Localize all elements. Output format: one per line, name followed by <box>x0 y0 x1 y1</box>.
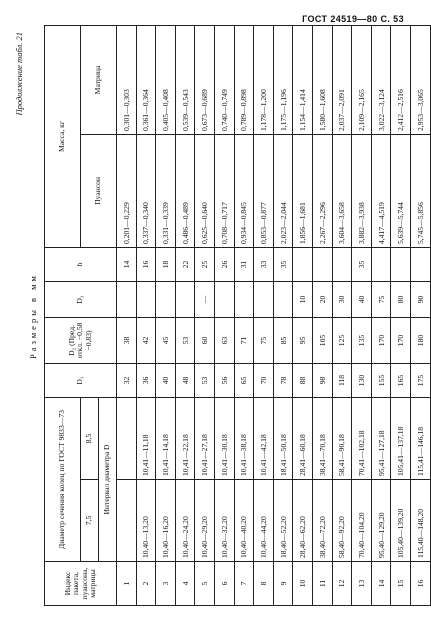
cell-d3 <box>214 281 234 317</box>
dimensions-caption: Размеры в мм <box>28 273 38 359</box>
cell-h <box>332 247 352 281</box>
cell-matrix-mass: 0,301—0,303 <box>117 25 137 134</box>
cell-interval-75: 10,40—32,20 <box>214 480 234 562</box>
cell-h: 35 <box>273 247 293 281</box>
cell-matrix-mass: 1,154—1,414 <box>293 25 313 134</box>
cell-matrix-mass: 0,673—0,689 <box>195 25 215 134</box>
col-ring-group: Диаметр сечения колец по ГОСТ 9833—73 <box>45 397 81 561</box>
cell-matrix-mass: 3,022—3,124 <box>371 25 391 134</box>
cell-d3: 90 <box>410 281 430 317</box>
cell-index: 7 <box>234 562 254 606</box>
cell-punch-mass: 0,708—0,717 <box>214 134 234 247</box>
cell-punch-mass: 0,337—0,340 <box>136 134 156 247</box>
cell-interval-85: 115,41—146,18 <box>410 397 430 479</box>
cell-d2: 85 <box>273 317 293 363</box>
cell-interval-85: 28,41—60,18 <box>293 397 313 479</box>
cell-matrix-mass: 1,175—1,196 <box>273 25 293 134</box>
cell-interval-75: 10,40—44,20 <box>254 480 274 562</box>
col-matrix: Матрица <box>81 25 117 134</box>
cell-d2: 63 <box>214 317 234 363</box>
cell-d1: 155 <box>371 363 391 397</box>
cell-interval-75: 28,40—62,20 <box>293 480 313 562</box>
cell-d3 <box>136 281 156 317</box>
continuation-caption: Продолжение табл. 21 <box>14 32 24 116</box>
cell-index: 8 <box>254 562 274 606</box>
cell-d3: 40 <box>352 281 372 317</box>
cell-interval-85: 10,41—27,18 <box>195 397 215 479</box>
col-d1: D₁ <box>45 363 117 397</box>
cell-d1: 175 <box>410 363 430 397</box>
table-row <box>332 25 352 605</box>
cell-matrix-mass: 2,109—2,165 <box>352 25 372 134</box>
cell-interval-85: 18,41—50,18 <box>273 397 293 479</box>
table-row <box>391 25 411 605</box>
cell-index: 11 <box>312 562 332 606</box>
rotated-table-block <box>14 26 425 606</box>
cell-d1: 53 <box>195 363 215 397</box>
cell-interval-85: 10,41—14,18 <box>156 397 176 479</box>
col-sub-75: 7,5 <box>81 480 99 562</box>
cell-d2: 180 <box>410 317 430 363</box>
cell-d3 <box>156 281 176 317</box>
cell-interval-85: 38,41—70,18 <box>312 397 332 479</box>
table-row <box>371 25 391 605</box>
cell-d2: 170 <box>371 317 391 363</box>
cell-matrix-mass: 2,953—3,065 <box>410 25 430 134</box>
table-row <box>195 25 215 605</box>
col-d3: D₃ <box>45 281 117 317</box>
cell-d1: 118 <box>332 363 352 397</box>
table-row <box>293 25 313 605</box>
cell-punch-mass: 3,882—3,938 <box>352 134 372 247</box>
cell-h <box>410 247 430 281</box>
col-d2: D₂ (Пред. откл. −0,58 −0,83) <box>45 317 117 363</box>
cell-h: 25 <box>195 247 215 281</box>
cell-matrix-mass: 0,740—0,749 <box>214 25 234 134</box>
cell-h: 26 <box>214 247 234 281</box>
cell-d1: 36 <box>136 363 156 397</box>
cell-d3 <box>254 281 274 317</box>
cell-d3: 30 <box>332 281 352 317</box>
cell-index: 12 <box>332 562 352 606</box>
cell-d2: 135 <box>352 317 372 363</box>
table-row <box>254 25 274 605</box>
standard-reference: ГОСТ 24519—80 С. 53 <box>302 14 404 24</box>
cell-punch-mass: 3,604—3,658 <box>332 134 352 247</box>
cell-d1: 70 <box>254 363 274 397</box>
cell-index: 6 <box>214 562 234 606</box>
table-row <box>117 25 137 605</box>
cell-h: 22 <box>175 247 195 281</box>
cell-interval-75: 95,40—129,20 <box>371 480 391 562</box>
cell-index: 14 <box>371 562 391 606</box>
cell-punch-mass: 0,486—0,489 <box>175 134 195 247</box>
cell-d2: 60 <box>195 317 215 363</box>
cell-interval-75: 10,40—16,20 <box>156 480 176 562</box>
cell-d2: 95 <box>293 317 313 363</box>
cell-index: 15 <box>391 562 411 606</box>
table-header <box>45 25 117 605</box>
cell-h: 16 <box>136 247 156 281</box>
cell-d2: 53 <box>175 317 195 363</box>
cell-punch-mass: 5,745—5,856 <box>410 134 430 247</box>
cell-d2: 71 <box>234 317 254 363</box>
cell-d3: 75 <box>371 281 391 317</box>
cell-interval-85: 10,41—38,18 <box>234 397 254 479</box>
cell-matrix-mass: 0,405—0,408 <box>156 25 176 134</box>
cell-matrix-mass: 0,539—0,543 <box>175 25 195 134</box>
cell-punch-mass: 0,625—0,640 <box>195 134 215 247</box>
cell-punch-mass: 2,023—2,044 <box>273 134 293 247</box>
cell-index: 10 <box>293 562 313 606</box>
cell-h: 33 <box>254 247 274 281</box>
cell-interval-85: 95,41—127,18 <box>371 397 391 479</box>
cell-d1: 78 <box>273 363 293 397</box>
cell-punch-mass: 0,201—0,229 <box>117 134 137 247</box>
table-body <box>117 25 431 605</box>
cell-interval-85: 10,41—22,18 <box>175 397 195 479</box>
cell-d1: 40 <box>156 363 176 397</box>
cell-d3: 20 <box>312 281 332 317</box>
cell-h <box>293 247 313 281</box>
col-punch: Пуансон <box>81 134 117 247</box>
cell-d1: 56 <box>214 363 234 397</box>
table-row <box>410 25 430 605</box>
cell-d2: 42 <box>136 317 156 363</box>
cell-d1: 165 <box>391 363 411 397</box>
table-row <box>273 25 293 605</box>
cell-d2: 170 <box>391 317 411 363</box>
col-index: Индекс пакета, пуансона, матрицы <box>45 562 117 606</box>
cell-punch-mass: 0,331—0,339 <box>156 134 176 247</box>
cell-index: 4 <box>175 562 195 606</box>
cell-d1: 65 <box>234 363 254 397</box>
cell-interval-75: 38,40—72,20 <box>312 480 332 562</box>
cell-d3 <box>234 281 254 317</box>
cell-d1: 98 <box>312 363 332 397</box>
cell-index: 2 <box>136 562 156 606</box>
cell-index: 16 <box>410 562 430 606</box>
cell-h: 18 <box>156 247 176 281</box>
table-row <box>214 25 234 605</box>
table-row <box>312 25 332 605</box>
cell-punch-mass: 2,267—2,296 <box>312 134 332 247</box>
cell-punch-mass: 1,856—1,681 <box>293 134 313 247</box>
cell-h: 31 <box>234 247 254 281</box>
cell-h <box>371 247 391 281</box>
cell-h: 35 <box>352 247 372 281</box>
dimensions-table <box>44 25 431 606</box>
cell-interval-85: 10,41—42,18 <box>254 397 274 479</box>
cell-punch-mass: 0,934—0,845 <box>234 134 254 247</box>
table-row <box>175 25 195 605</box>
cell-d1: 32 <box>117 363 137 397</box>
col-h: h <box>45 247 117 281</box>
cell-h <box>312 247 332 281</box>
cell-interval-75: 18,40—52,20 <box>273 480 293 562</box>
table-row <box>234 25 254 605</box>
cell-d1: 48 <box>175 363 195 397</box>
cell-interval-75: 10,40—29,20 <box>195 480 215 562</box>
col-sub-85: 8,5 <box>81 397 99 479</box>
cell-index: 13 <box>352 562 372 606</box>
cell-interval-75: 58,40—92,20 <box>332 480 352 562</box>
cell-matrix-mass: 2,037—2,091 <box>332 25 352 134</box>
cell-interval-75: 115,40—148,20 <box>410 480 430 562</box>
cell-index: 5 <box>195 562 215 606</box>
cell-d3 <box>175 281 195 317</box>
cell-d3 <box>117 281 137 317</box>
cell-index: 3 <box>156 562 176 606</box>
cell-index: 1 <box>117 562 137 606</box>
cell-d3: — <box>195 281 215 317</box>
cell-matrix-mass: 1,580—1,608 <box>312 25 332 134</box>
cell-d1: 88 <box>293 363 313 397</box>
cell-d2: 125 <box>332 317 352 363</box>
cell-d3 <box>273 281 293 317</box>
cell-h <box>391 247 411 281</box>
cell-index: 9 <box>273 562 293 606</box>
cell-h: 14 <box>117 247 137 281</box>
cell-punch-mass: 0,853—0,877 <box>254 134 274 247</box>
cell-interval-75: 105,40—139,20 <box>391 480 411 562</box>
cell-interval-85: 105,41—137,18 <box>391 397 411 479</box>
table-row <box>136 25 156 605</box>
cell-interval-75: 10,40—40,20 <box>234 480 254 562</box>
cell-d2: 45 <box>156 317 176 363</box>
cell-interval-75: 70,40—104,20 <box>352 480 372 562</box>
cell-matrix-mass: 0,789—0,898 <box>234 25 254 134</box>
cell-d1: 130 <box>352 363 372 397</box>
cell-interval-85: 10,41—11,18 <box>136 397 156 479</box>
cell-matrix-mass: 2,412—2,516 <box>391 25 411 134</box>
cell-interval-75: 10,40—13,20 <box>136 480 156 562</box>
cell-d2: 38 <box>117 317 137 363</box>
table-row <box>352 25 372 605</box>
cell-interval-75 <box>117 480 137 562</box>
cell-interval-85: 70,41—102,18 <box>352 397 372 479</box>
cell-interval-85: 58,41—90,18 <box>332 397 352 479</box>
cell-d2: 105 <box>312 317 332 363</box>
col-mass-group: Масса, кг <box>45 25 81 247</box>
cell-punch-mass: 4,417—4,519 <box>371 134 391 247</box>
cell-d3: 10 <box>293 281 313 317</box>
cell-matrix-mass: 1,178—1,200 <box>254 25 274 134</box>
cell-d3: 80 <box>391 281 411 317</box>
cell-interval-75: 10,40—24,20 <box>175 480 195 562</box>
cell-interval-85 <box>117 397 137 479</box>
cell-d2: 75 <box>254 317 274 363</box>
col-interval: Интервал диаметра D <box>99 397 117 561</box>
table-row <box>156 25 176 605</box>
cell-punch-mass: 5,639—5,744 <box>391 134 411 247</box>
cell-matrix-mass: 0,361—0,364 <box>136 25 156 134</box>
cell-interval-85: 10,41—30,18 <box>214 397 234 479</box>
